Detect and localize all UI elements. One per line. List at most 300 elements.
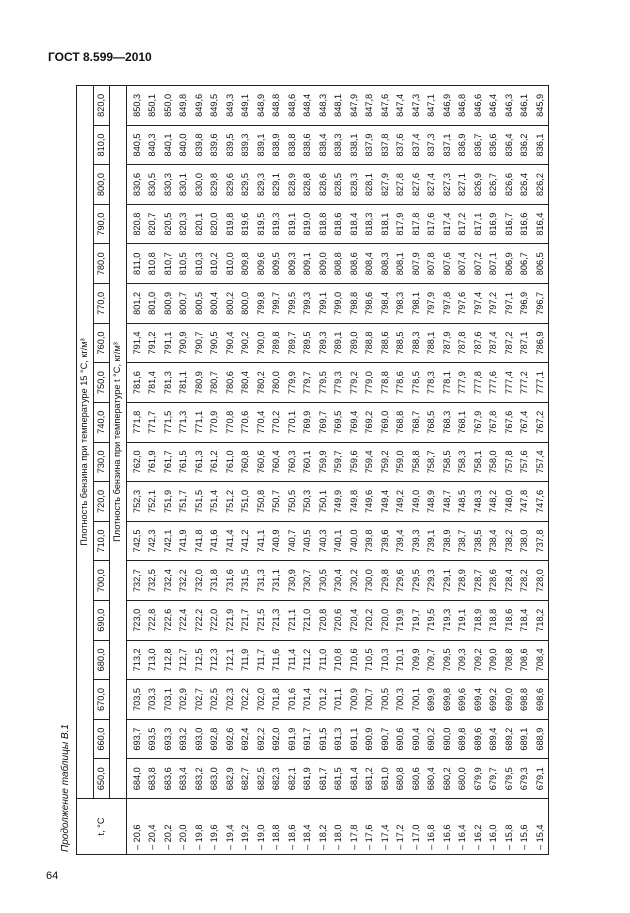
density-cell: 709,3: [455, 640, 471, 680]
density-cell: 790,2: [238, 323, 254, 363]
density-cell: 780,9: [192, 363, 208, 403]
density-cell: 779,0: [362, 363, 378, 403]
density-cell: 750,7: [269, 482, 285, 522]
density-column-label: 740,0: [93, 402, 110, 442]
density-cell: 770,2: [269, 402, 285, 442]
density-cell: 759,7: [331, 442, 347, 482]
density-cell: 828,1: [362, 165, 378, 205]
density-cell: 712,7: [176, 640, 192, 680]
density-column-label: 790,0: [93, 204, 110, 244]
density-cell: 738,9: [440, 521, 456, 561]
density-cell: 827,6: [409, 165, 425, 205]
density-cell: 786,9: [533, 323, 549, 363]
table-body: [126, 86, 549, 855]
density-cell: 699,8: [440, 680, 456, 720]
density-cell: 711,2: [300, 640, 316, 680]
density-column-label: 700,0: [93, 561, 110, 601]
rotated-table-container: [76, 85, 549, 855]
density-cell: 700,9: [347, 680, 363, 720]
table-row: [316, 86, 332, 855]
density-cell: 788,8: [362, 323, 378, 363]
density-cell: 828,8: [300, 165, 316, 205]
density-cell: 731,8: [207, 561, 223, 601]
temperature-column-header: t, °С: [77, 799, 127, 855]
density-cell: 809,8: [238, 244, 254, 284]
density-cell: 761,0: [223, 442, 239, 482]
temperature-cell: – 17,8: [347, 799, 363, 855]
density-cell: 712,8: [161, 640, 177, 680]
density-cell: 708,4: [533, 640, 549, 680]
density-cell: 778,3: [424, 363, 440, 403]
density-cell: 828,5: [331, 165, 347, 205]
density-cell: 722,2: [192, 600, 208, 640]
density-cell: 846,6: [471, 86, 487, 126]
density-cell: 847,9: [347, 86, 363, 126]
density-cell: 800,5: [192, 284, 208, 324]
density-cell: 729,1: [440, 561, 456, 601]
density-cell: 817,2: [455, 204, 471, 244]
density-cell: 759,0: [393, 442, 409, 482]
density-cell: 700,5: [378, 680, 394, 720]
density-cell: 790,9: [176, 323, 192, 363]
density-cell: 741,8: [192, 521, 208, 561]
density-cell: 738,0: [517, 521, 533, 561]
density-cell: 809,5: [269, 244, 285, 284]
temperature-cell: – 20,0: [176, 799, 192, 855]
density-cell: 748,7: [440, 482, 456, 522]
density-cell: 817,9: [393, 204, 409, 244]
density-cell: 693,7: [126, 719, 145, 759]
density-cell: 732,2: [176, 561, 192, 601]
density-cell: 820,8: [126, 204, 145, 244]
density-cell: 710,6: [347, 640, 363, 680]
density-cell: 808,1: [393, 244, 409, 284]
density-cell: 701,2: [316, 680, 332, 720]
density-cell: 760,3: [285, 442, 301, 482]
density-cell: 729,5: [409, 561, 425, 601]
density-cell: 826,2: [533, 165, 549, 205]
density-cell: 800,9: [161, 284, 177, 324]
density-cell: 703,3: [145, 680, 161, 720]
density-cell: 801,0: [145, 284, 161, 324]
density-cell: 742,3: [145, 521, 161, 561]
density-cell: 708,8: [502, 640, 518, 680]
density-cell: 720,8: [316, 600, 332, 640]
density-cell: 732,4: [161, 561, 177, 601]
density-cell: 711,0: [316, 640, 332, 680]
density-cell: 849,6: [192, 86, 208, 126]
temperature-cell: – 18,0: [331, 799, 347, 855]
density-cell: 836,6: [486, 125, 502, 165]
temperature-cell: – 16,8: [424, 799, 440, 855]
density-cell: 848,9: [254, 86, 270, 126]
density-cell: 781,1: [176, 363, 192, 403]
density-cell: 777,6: [486, 363, 502, 403]
density-cell: 771,8: [126, 402, 145, 442]
density-cell: 838,1: [347, 125, 363, 165]
density-cell: 780,2: [254, 363, 270, 403]
temperature-cell: – 15,6: [517, 799, 533, 855]
density-cell: 850,3: [126, 86, 145, 126]
density-cell: 682,9: [223, 759, 239, 799]
density-cell: 762,0: [126, 442, 145, 482]
density-cell: 701,6: [285, 680, 301, 720]
density-cell: 788,5: [393, 323, 409, 363]
density-cell: 728,0: [533, 561, 549, 601]
density-cell: 760,6: [254, 442, 270, 482]
density-cell: 789,0: [347, 323, 363, 363]
density-cell: 751,5: [192, 482, 208, 522]
temperature-cell: – 18,4: [300, 799, 316, 855]
table-row: [517, 86, 533, 855]
density-cell: 779,5: [316, 363, 332, 403]
density-cell: 681,0: [378, 759, 394, 799]
density-cell: 830,1: [176, 165, 192, 205]
density-cell: 682,5: [254, 759, 270, 799]
table-row: [161, 86, 177, 855]
density-cell: 799,7: [269, 284, 285, 324]
density-cell: 789,3: [316, 323, 332, 363]
density-cell: 819,8: [223, 204, 239, 244]
density-cell: 750,5: [285, 482, 301, 522]
density-cell: 837,1: [440, 125, 456, 165]
density-cell: 819,5: [254, 204, 270, 244]
density-cell: 778,8: [378, 363, 394, 403]
density-cell: 798,6: [362, 284, 378, 324]
density-cell: 741,9: [176, 521, 192, 561]
density-column-label: 810,0: [93, 125, 110, 165]
density-cell: 720,4: [347, 600, 363, 640]
density-cell: 800,2: [223, 284, 239, 324]
density-cell: 788,1: [424, 323, 440, 363]
density-cell: 839,8: [192, 125, 208, 165]
density-cell: 840,1: [161, 125, 177, 165]
density-cell: 778,6: [393, 363, 409, 403]
density-cell: 693,5: [145, 719, 161, 759]
density-cell: 836,9: [455, 125, 471, 165]
temperature-cell: – 20,2: [161, 799, 177, 855]
density-cell: 806,7: [517, 244, 533, 284]
density-cell: 691,7: [300, 719, 316, 759]
density-cell: 789,7: [285, 323, 301, 363]
density-cell: 739,6: [378, 521, 394, 561]
density-cell: 777,9: [455, 363, 471, 403]
density-cell: 836,2: [517, 125, 533, 165]
density-cell: 740,7: [285, 521, 301, 561]
temperature-cell: – 19,4: [223, 799, 239, 855]
density-cell: 698,8: [517, 680, 533, 720]
density-cell: 849,8: [176, 86, 192, 126]
density-cell: 758,8: [409, 442, 425, 482]
table-caption: Продолжение таблицы В.1: [60, 724, 71, 852]
density-cell: 810,7: [161, 244, 177, 284]
density-cell: 779,3: [331, 363, 347, 403]
temperature-cell: – 16,4: [455, 799, 471, 855]
density-cell: 701,1: [331, 680, 347, 720]
density-cell: 711,6: [269, 640, 285, 680]
density-cell: 683,8: [145, 759, 161, 799]
density-cell: 758,7: [424, 442, 440, 482]
density-column-label: 720,0: [93, 482, 110, 522]
density-cell: 702,2: [238, 680, 254, 720]
density-cell: 693,2: [176, 719, 192, 759]
density-column-label: 690,0: [93, 600, 110, 640]
density-cell: 807,9: [409, 244, 425, 284]
density-cell: 809,6: [254, 244, 270, 284]
temperature-cell: – 18,8: [269, 799, 285, 855]
density-cell: 816,7: [502, 204, 518, 244]
density-cell: 689,1: [517, 719, 533, 759]
temperature-cell: – 17,2: [393, 799, 409, 855]
density-cell: 739,8: [362, 521, 378, 561]
density-cell: 839,3: [238, 125, 254, 165]
density-cell: 768,1: [455, 402, 471, 442]
density-cell: 739,4: [393, 521, 409, 561]
density-cell: 758,0: [486, 442, 502, 482]
density-cell: 818,4: [347, 204, 363, 244]
density-cell: 819,6: [238, 204, 254, 244]
density-cell: 720,6: [331, 600, 347, 640]
table-row: [409, 86, 425, 855]
density-cell: 771,5: [161, 402, 177, 442]
table-row: [378, 86, 394, 855]
density-cell: 767,9: [471, 402, 487, 442]
density-cell: 701,8: [269, 680, 285, 720]
density-cell: 748,2: [486, 482, 502, 522]
density-column-label: 650,0: [93, 759, 110, 799]
density-cell: 846,3: [502, 86, 518, 126]
density-cell: 709,2: [471, 640, 487, 680]
density-cell: 768,5: [424, 402, 440, 442]
density-cell: 691,5: [316, 719, 332, 759]
density-cell: 798,4: [378, 284, 394, 324]
density-cell: 690,9: [362, 719, 378, 759]
temperature-cell: – 19,6: [207, 799, 223, 855]
density-cell: 688,9: [533, 719, 549, 759]
density-cell: 848,6: [285, 86, 301, 126]
density-column-label: 710,0: [93, 521, 110, 561]
density-cell: 692,0: [269, 719, 285, 759]
density-cell: 711,4: [285, 640, 301, 680]
density-cell: 820,5: [161, 204, 177, 244]
density-cell: 761,9: [145, 442, 161, 482]
density-cell: 721,9: [223, 600, 239, 640]
density-cell: 830,3: [161, 165, 177, 205]
density-cell: 789,1: [331, 323, 347, 363]
density-cell: 702,7: [192, 680, 208, 720]
density-cell: 738,2: [502, 521, 518, 561]
density-cell: 752,3: [126, 482, 145, 522]
density-cell: 817,4: [440, 204, 456, 244]
density-cell: 820,1: [192, 204, 208, 244]
density-cell: 837,3: [424, 125, 440, 165]
density-cell: 810,2: [207, 244, 223, 284]
density-cell: 817,1: [471, 204, 487, 244]
density-cell: 769,2: [362, 402, 378, 442]
density-cell: 836,1: [533, 125, 549, 165]
density-cell: 838,4: [316, 125, 332, 165]
density-column-label: 680,0: [93, 640, 110, 680]
density-cell: 751,7: [176, 482, 192, 522]
density-cell: 709,0: [486, 640, 502, 680]
density-cell: 799,0: [331, 284, 347, 324]
density-table: [76, 85, 549, 855]
density-cell: 739,1: [424, 521, 440, 561]
density-cell: 790,4: [223, 323, 239, 363]
density-cell: 767,6: [502, 402, 518, 442]
density-cell: 818,6: [331, 204, 347, 244]
density-cell: 758,3: [455, 442, 471, 482]
density-cell: 692,8: [207, 719, 223, 759]
density-cell: 730,4: [331, 561, 347, 601]
temperature-cell: – 17,6: [362, 799, 378, 855]
density-cell: 797,9: [424, 284, 440, 324]
density-cell: 719,9: [393, 600, 409, 640]
density-cell: 690,6: [393, 719, 409, 759]
density-cell: 729,6: [393, 561, 409, 601]
density-cell: 800,0: [238, 284, 254, 324]
density-cell: 819,1: [285, 204, 301, 244]
density-cell: 769,0: [378, 402, 394, 442]
density-cell: 800,7: [176, 284, 192, 324]
density-cell: 742,5: [126, 521, 145, 561]
density-cell: 749,4: [378, 482, 394, 522]
density-cell: 768,8: [393, 402, 409, 442]
density-cell: 689,8: [455, 719, 471, 759]
density-cell: 845,9: [533, 86, 549, 126]
density-cell: 780,4: [238, 363, 254, 403]
document-header: ГОСТ 8.599—2010: [48, 50, 152, 64]
density-cell: 770,1: [285, 402, 301, 442]
density-cell: 730,5: [316, 561, 332, 601]
density-cell: 809,1: [300, 244, 316, 284]
density-cell: 837,6: [393, 125, 409, 165]
density-cell: 806,5: [533, 244, 549, 284]
density-cell: 683,6: [161, 759, 177, 799]
density-cell: 700,7: [362, 680, 378, 720]
density-cell: 691,9: [285, 719, 301, 759]
density-cell: 770,8: [223, 402, 239, 442]
table-row: [331, 86, 347, 855]
temperature-cell: – 16,6: [440, 799, 456, 855]
density-cell: 827,4: [424, 165, 440, 205]
density-cell: 713,2: [126, 640, 145, 680]
density-cell: 850,0: [161, 86, 177, 126]
density-cell: 808,8: [331, 244, 347, 284]
table-row: [533, 86, 549, 855]
density-cell: 788,6: [378, 323, 394, 363]
density-cell: 817,8: [409, 204, 425, 244]
density-cell: 846,9: [440, 86, 456, 126]
temperature-cell: – 18,6: [285, 799, 301, 855]
density-cell: 777,1: [533, 363, 549, 403]
density-cell: 690,7: [378, 719, 394, 759]
density-cell: 798,3: [393, 284, 409, 324]
density-cell: 680,4: [424, 759, 440, 799]
density-cell: 729,3: [424, 561, 440, 601]
density-cell: 692,6: [223, 719, 239, 759]
density-cell: 709,7: [424, 640, 440, 680]
density-cell: 771,7: [145, 402, 161, 442]
density-cell: 810,5: [176, 244, 192, 284]
density-cell: 809,0: [316, 244, 332, 284]
density-cell: 719,1: [455, 600, 471, 640]
density-cell: 840,0: [176, 125, 192, 165]
density-cell: 797,6: [455, 284, 471, 324]
table-row: [347, 86, 363, 855]
density-cell: 728,6: [486, 561, 502, 601]
density-cell: 816,9: [486, 204, 502, 244]
density-cell: 830,6: [126, 165, 145, 205]
density-column-label: 730,0: [93, 442, 110, 482]
density-cell: 747,6: [533, 482, 549, 522]
density-cell: 760,8: [238, 442, 254, 482]
density-cell: 839,6: [207, 125, 223, 165]
density-cell: 731,5: [238, 561, 254, 601]
density-cell: 680,6: [409, 759, 425, 799]
density-cell: 807,4: [455, 244, 471, 284]
density-column-label: 670,0: [93, 680, 110, 720]
density-cell: 826,7: [486, 165, 502, 205]
density-cell: 768,3: [440, 402, 456, 442]
density-cell: 818,1: [378, 204, 394, 244]
density-cell: 846,8: [455, 86, 471, 126]
density-cell: 789,8: [269, 323, 285, 363]
density-cell: 680,8: [393, 759, 409, 799]
table-row: [285, 86, 301, 855]
density-cell: 787,1: [517, 323, 533, 363]
density-cell: 820,7: [145, 204, 161, 244]
density-cell: 827,3: [440, 165, 456, 205]
density-cell: 749,2: [393, 482, 409, 522]
density-cell: 787,2: [502, 323, 518, 363]
density-cell: 817,6: [424, 204, 440, 244]
density-cell: 811,0: [126, 244, 145, 284]
density-cell: 769,4: [347, 402, 363, 442]
density-cell: 748,3: [471, 482, 487, 522]
density-cell: 699,2: [486, 680, 502, 720]
density-cell: 777,8: [471, 363, 487, 403]
density-cell: 718,8: [486, 600, 502, 640]
density-column-label: 760,0: [93, 323, 110, 363]
density-cell: 797,4: [471, 284, 487, 324]
density-cell: 787,9: [440, 323, 456, 363]
density-cell: 690,4: [409, 719, 425, 759]
density-cell: 682,1: [285, 759, 301, 799]
density-cell: 819,3: [269, 204, 285, 244]
density-cell: 681,5: [331, 759, 347, 799]
table-row: [502, 86, 518, 855]
density-cell: 828,6: [316, 165, 332, 205]
density-cell: 689,2: [502, 719, 518, 759]
table-row: [424, 86, 440, 855]
density-cell: 703,1: [161, 680, 177, 720]
density-cell: 777,2: [517, 363, 533, 403]
density-cell: 728,7: [471, 561, 487, 601]
density-cell: 690,0: [440, 719, 456, 759]
density-cell: 722,0: [207, 600, 223, 640]
density-cell: 761,2: [207, 442, 223, 482]
density-cell: 691,3: [331, 719, 347, 759]
temperature-cell: – 20,6: [126, 799, 145, 855]
table-row: [393, 86, 409, 855]
density-cell: 850,1: [145, 86, 161, 126]
density-cell: 718,9: [471, 600, 487, 640]
density-cell: 732,7: [126, 561, 145, 601]
temperature-cell: – 17,4: [378, 799, 394, 855]
density-cell: 759,4: [362, 442, 378, 482]
density-cell: 741,1: [254, 521, 270, 561]
